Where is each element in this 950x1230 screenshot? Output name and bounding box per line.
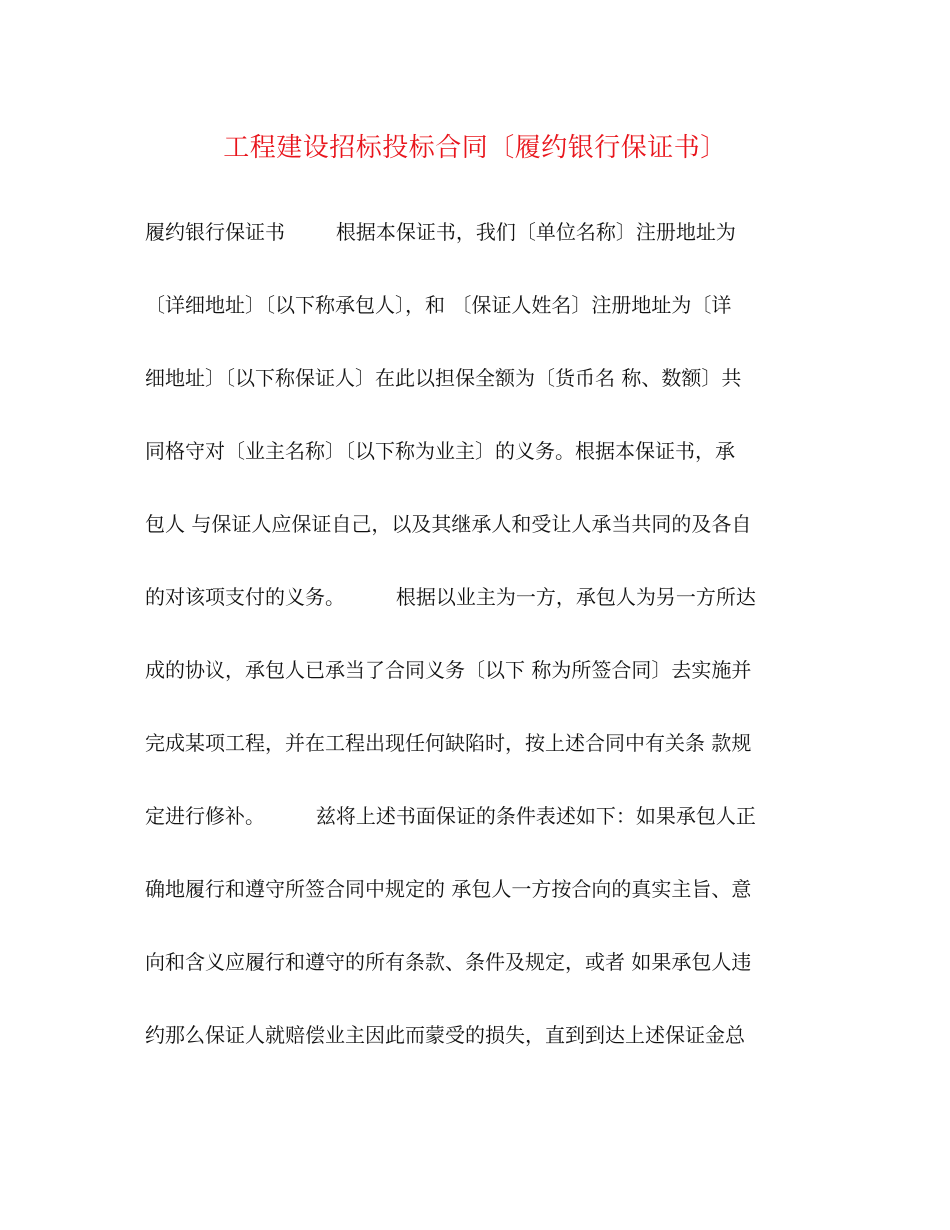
body-line: 细地址〕〔以下称保证人〕在此以担保全额为〔货币名 称、数额〕共 <box>145 366 742 390</box>
body-line: 履约银行保证书 根据本保证书，我们〔单位名称〕注册地址为 <box>145 220 736 244</box>
body-line: 〔详细地址〕〔以下称承包人〕，和 〔保证人姓名〕注册地址为〔详 <box>145 293 732 317</box>
body-line: 包人 与保证人应保证自己，以及其继承人和受让人承当共同的及各自 <box>145 512 752 536</box>
body-line: 完成某项工程，并在工程出现任何缺陷时，按上述合同中有关条 款规 <box>145 731 752 755</box>
body-line: 定进行修补。 兹将上述书面保证的条件表述如下：如果承包人正 <box>145 804 756 828</box>
body-line: 的对该项支付的义务。 根据以业主为一方，承包人为另一方所达 <box>145 585 756 609</box>
body-line: 确地履行和遵守所签合同中规定的 承包人一方按合向的真实主旨、意 <box>145 877 752 901</box>
body-line: 同格守对〔业主名称〕〔以下称为业主〕的义务。根据本保证书，承 <box>145 439 735 463</box>
body-line: 向和含义应履行和遵守的所有条款、条件及规定，或者 如果承包人违 <box>145 950 752 974</box>
body-line: 成的协议，承包人已承当了合同义务〔以下 称为所签合同〕去实施并 <box>145 658 752 682</box>
document-title: 工程建设招标投标合同〔履约银行保证书〕 <box>223 133 727 163</box>
document-body <box>145 212 805 1088</box>
body-line: 约那么保证人就赔偿业主因此而蒙受的损失，直到到达上述保证金总 <box>145 1023 745 1047</box>
